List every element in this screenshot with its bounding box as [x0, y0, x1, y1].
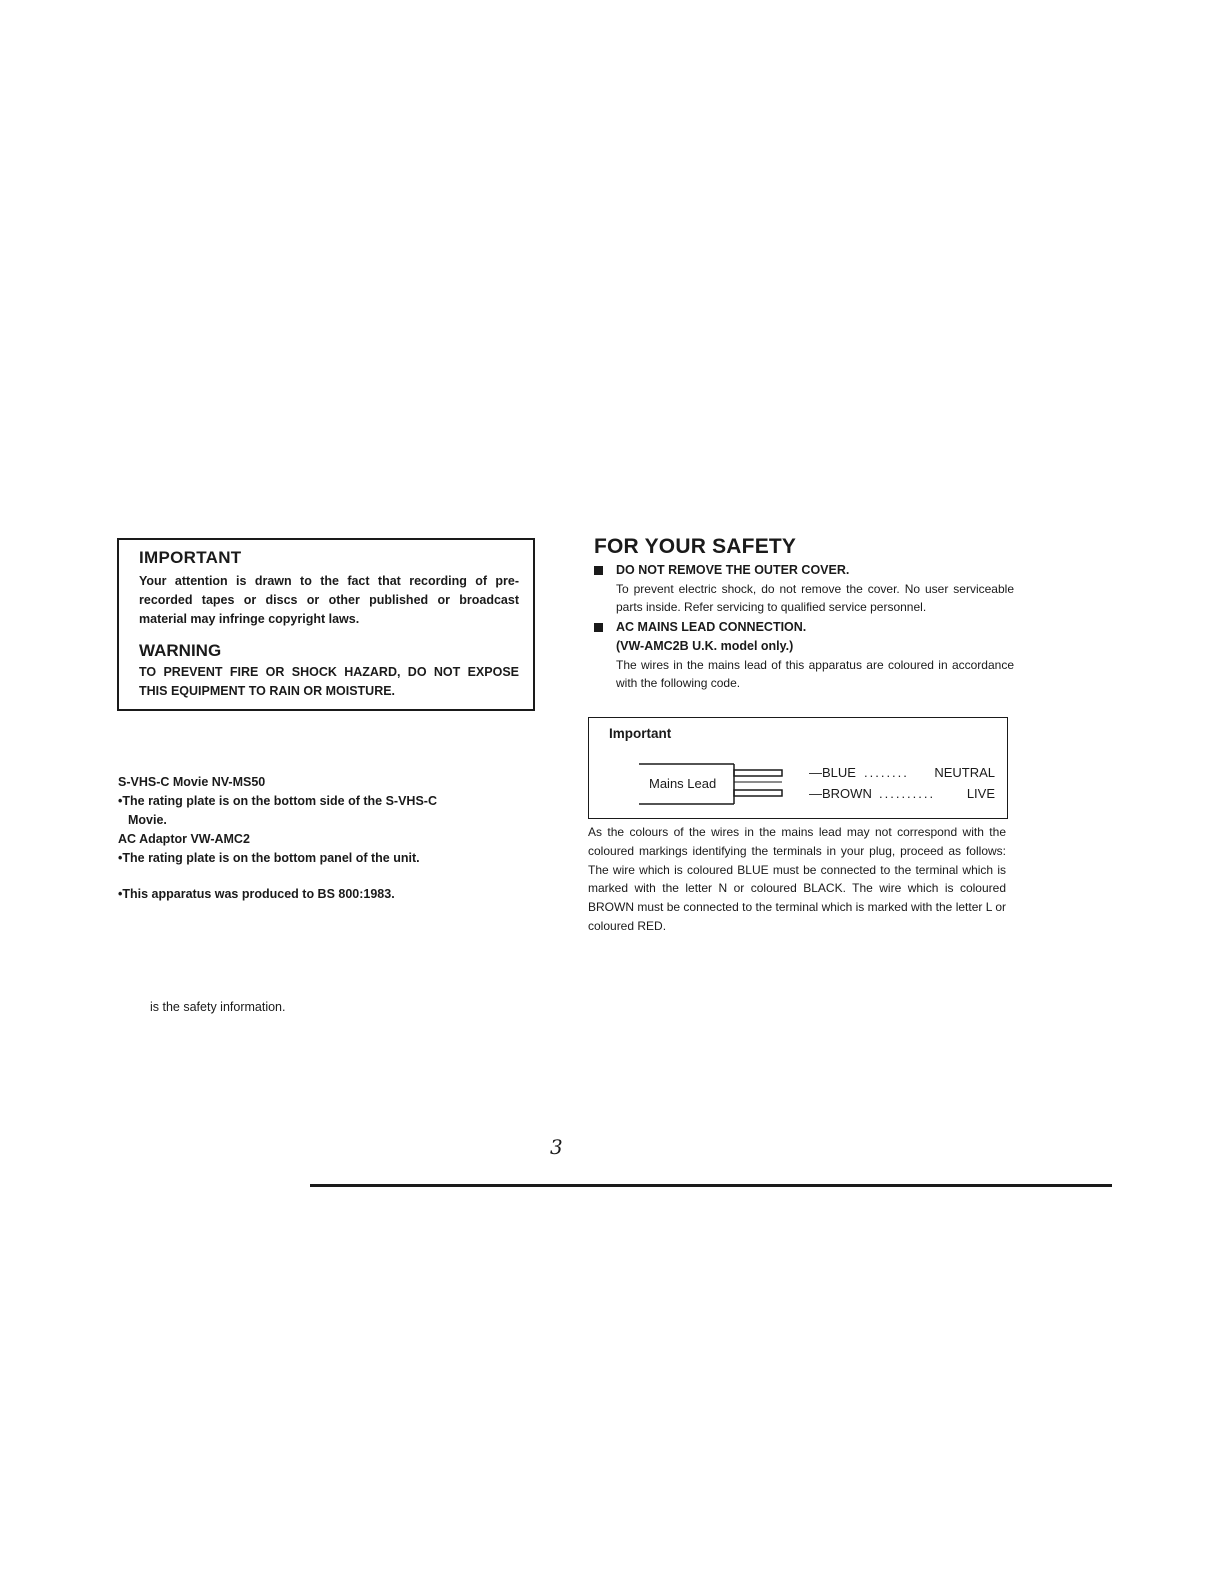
mains-lead-label: Mains Lead — [649, 776, 717, 791]
page-number: 3 — [550, 1135, 563, 1159]
footer-rule — [310, 1184, 1112, 1187]
safety-reference: is the safety information. — [150, 1000, 286, 1014]
bs-standard-note: •This apparatus was produced to BS 800:1983. — [118, 887, 395, 901]
safety-item-head: AC MAINS LEAD CONNECTION. — [616, 620, 807, 634]
movie-rating-note: •The rating plate is on the bottom side of the S-VHS-C — [118, 794, 437, 808]
warning-title: WARNING — [139, 641, 222, 660]
safety-title: FOR YOUR SAFETY — [594, 535, 797, 558]
wiring-code-box — [588, 717, 1008, 819]
bullet-square-icon — [594, 623, 603, 632]
adaptor-model: AC Adaptor VW-AMC2 — [118, 832, 250, 846]
rating-notes — [118, 773, 536, 904]
movie-model: S-VHS-C Movie NV-MS50 — [118, 775, 266, 789]
movie-rating-note-cont: Movie. — [128, 813, 167, 827]
safety-item-subhead: (VW-AMC2B U.K. model only.) — [616, 639, 794, 653]
safety-item-head: DO NOT REMOVE THE OUTER COVER. — [616, 563, 850, 577]
safety-section — [594, 535, 1014, 692]
leader-dots: ........ — [864, 765, 909, 780]
safety-item — [594, 618, 1014, 692]
wiring-instructions: As the colours of the wires in the mains lead may not correspond with the coloured markings identifying the terminals in your plug, proceed as follows: The wire which is coloured BLUE must be connected to the terminal which is marked with the letter N or coloured BLACK. The wire which is coloured BROWN must be connected to the terminal which is marked with the letter L or coloured RED. — [588, 825, 1006, 933]
wiring-title: Important — [609, 726, 672, 741]
safety-item — [594, 561, 1014, 616]
important-title: IMPORTANT — [139, 548, 242, 567]
leader-dots: .......... — [879, 786, 936, 801]
bullet-square-icon — [594, 566, 603, 575]
brown-wire-label: —BROWN — [809, 786, 872, 801]
safety-item-body: The wires in the mains lead of this apparatus are coloured in accordance with the following code. — [616, 658, 1014, 690]
copyright-notice: Your attention is drawn to the fact that recording of pre-recorded tapes or discs or other published or broadcast material may infringe copyright laws. — [139, 574, 519, 626]
warning-text: TO PREVENT FIRE OR SHOCK HAZARD, DO NOT EXPOSE THIS EQUIPMENT TO RAIN OR MOISTURE. — [139, 665, 519, 698]
neutral-label: NEUTRAL — [934, 765, 995, 780]
blue-wire-label: —BLUE — [809, 765, 856, 780]
safety-item-body: To prevent electric shock, do not remove the cover. No user serviceable parts inside. Refer servicing to qualified service personnel. — [616, 582, 1014, 614]
adaptor-rating-note: •The rating plate is on the bottom panel of the unit. — [118, 851, 420, 865]
live-label: LIVE — [966, 786, 995, 801]
important-warning-box — [117, 538, 535, 711]
